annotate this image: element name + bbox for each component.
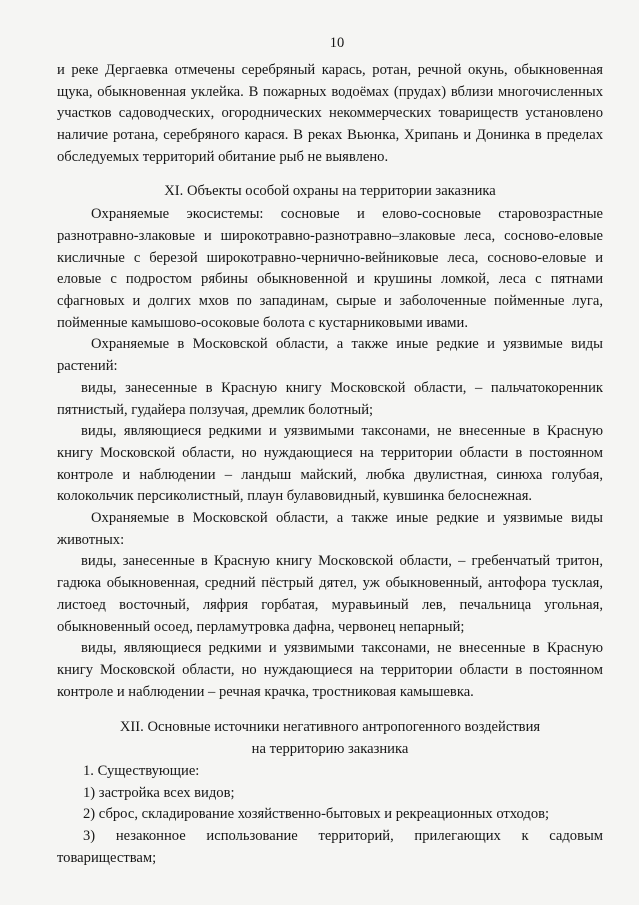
list-item: 3) незаконное использование территорий, прилегающих к садовым товариществам; (57, 827, 603, 866)
paragraph-plants-intro: Охраняемые в Московской области, а также иные редкие и уязвимые виды растений: (57, 336, 603, 375)
list-item: 2) сброс, складирование хозяйственно-бытовых и рекреационных отходов; (83, 806, 550, 823)
section-xii-title-line2: на территорию заказника (251, 741, 409, 758)
paragraph-animals-rare: виды, являющиеся редкими и уязвимыми таксонами, не внесенные в Красную книгу Московской области, но нуждающиеся на территории области в постоянном контроле и наблюдении – речная крачка, тростниковая камышевка. (57, 640, 603, 700)
list-item: 1) застройка всех видов; (83, 784, 235, 801)
section-xi-heading: XI. Объекты особой охраны на территории заказника (164, 182, 496, 199)
section-xii-title-line1: XII. Основные источники негативного антропогенного воздействия (119, 719, 541, 736)
paragraph-animals-intro: Охраняемые в Московской области, а также иные редкие и уязвимые виды животных: (57, 510, 603, 548)
page-number: 10 (329, 35, 345, 51)
paragraph-ecosystems: Охраняемые экосистемы: сосновые и елово-сосновые старовозрастные разнотравно-злаковые и широкотравно-разнотравно–злаковые леса, сосново-еловые кисличные с березой широкотравно-чернично-вейниковые леса, сосново-еловые и еловые с подростом рябины обыкновенной и крушины ломкой, леса с пятнами сфагновых и долгих мхов по западинам, сырые и заболоченные пойменные луга, пойменные камышово-осоковые болота с кустарниковыми ивами. (57, 206, 603, 331)
paragraph-plants-redbook: виды, занесенные в Красную книгу Московской области, – пальчатокоренник пятнистый, гудайера ползучая, дремлик болотный; (57, 379, 603, 418)
section-xii-heading (57, 717, 603, 760)
paragraph-animals-redbook: виды, занесенные в Красную книгу Московской области, – гребенчатый тритон, гадюка обыкновенная, средний пёстрый дятел, уж обыкновенный, антофора тусклая, листоед восточный, ляфрия горбатая, муравьиный лев, печальница угольная, обыкновенный осоед, перламутровка дафна, червонец непарный; (57, 553, 603, 635)
paragraph-plants-rare: виды, являющиеся редкими и уязвимыми таксонами, не внесенные в Красную книгу Московской области, но нуждающиеся на территории области в постоянном контроле и наблюдении – ландыш майский, любка двулистная, синюха голубая, колокольчик персиколистный, плаун булавовидный, кувшинка белоснежная. (57, 423, 603, 505)
section-xii-subheading: 1. Существующие: (83, 762, 200, 779)
paragraph-fish: и реке Дергаевка отмечены серебряный карась, ротан, речной окунь, обыкновенная щука, обыкновенная уклейка. В пожарных водоёмах (прудах) вблизи многочисленных участков садоводческих, огороднических некоммерческих товариществ установлено наличие ротана, серебряного карася. В реках Вьюнка, Хрипань и Донинка в пределах обследуемых территорий обитание рыб не выявлено. (57, 62, 603, 165)
